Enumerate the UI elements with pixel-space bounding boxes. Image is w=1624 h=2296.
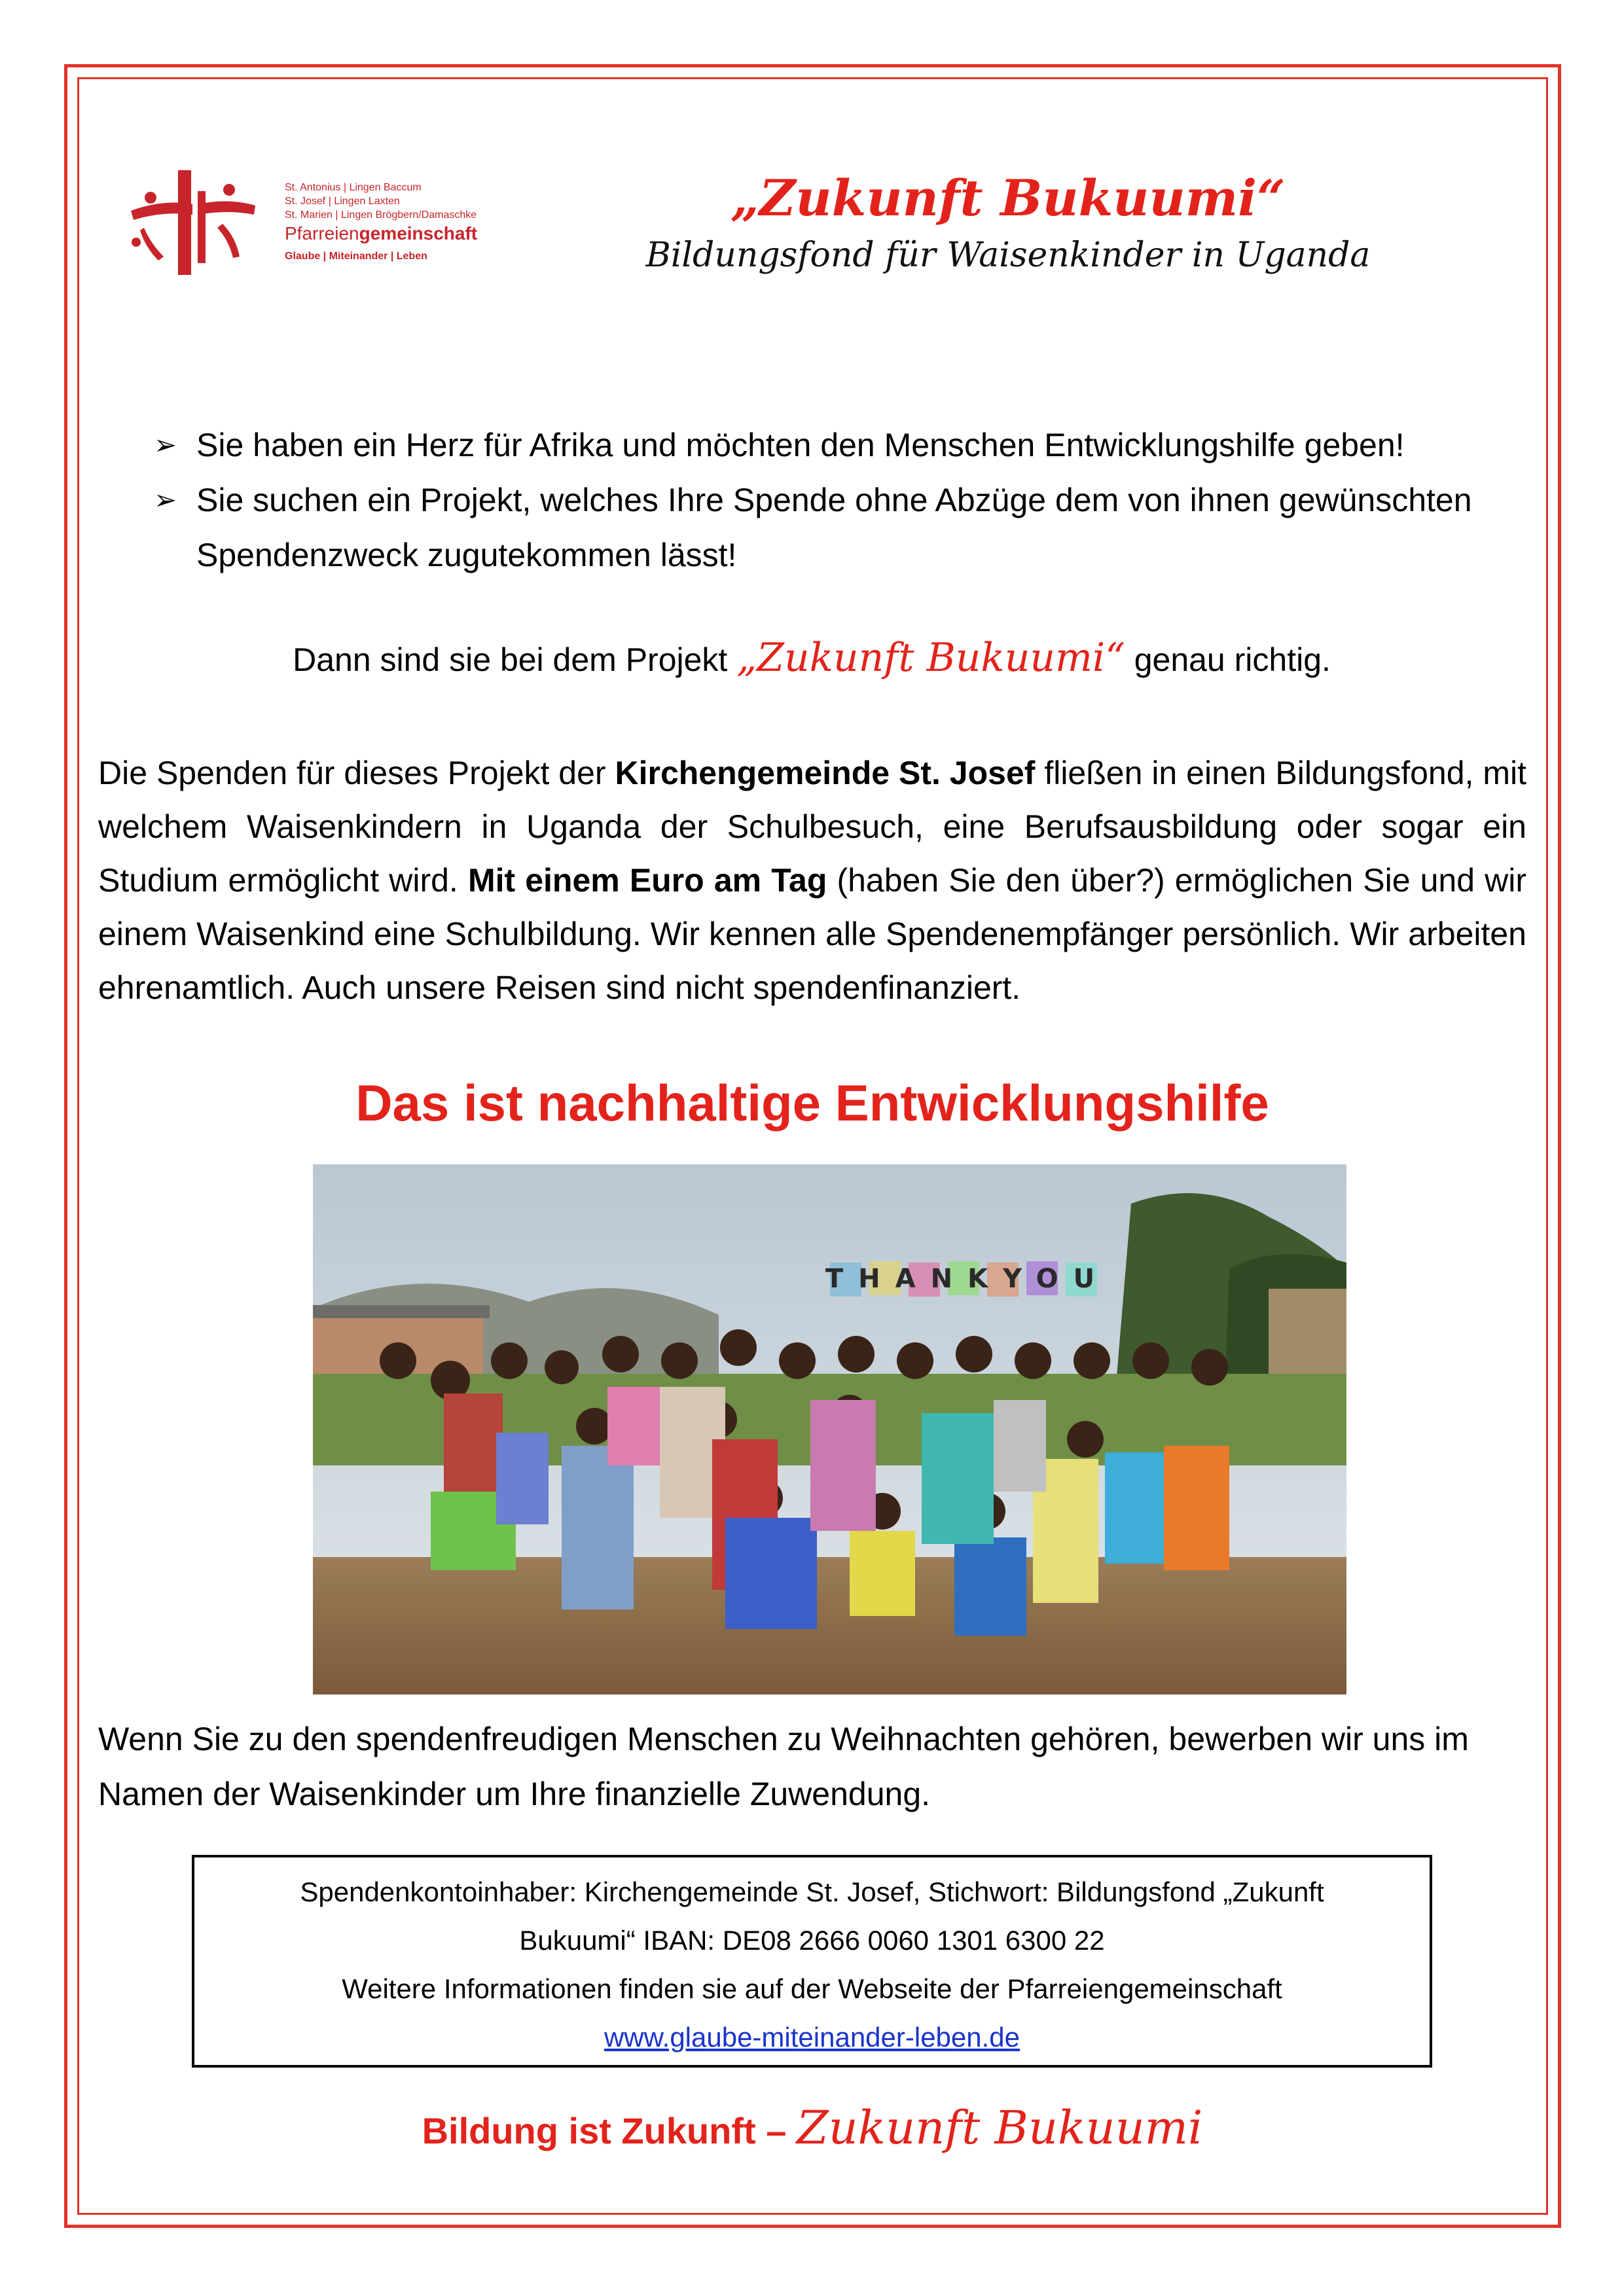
arrow-bullet-icon: ➢ [154, 484, 177, 515]
bullet-list [154, 418, 1528, 583]
footer-slogan [98, 2101, 1526, 2155]
closing-paragraph: Wenn Sie zu den spendenfreudigen Menschen zu Weihnachten gehören, bewerben wir uns im Namen der Waisenkinder um Ihre finanzielle Zuwendung. [98, 1721, 1469, 1812]
bullet-text: Sie suchen ein Projekt, welches Ihre Spende ohne Abzüge dem von ihnen gewünschten Spendenzweck zugutekommen lässt! [196, 482, 1472, 573]
cross-figures-icon [124, 165, 262, 283]
logo-name-prefix: Pfarreien [285, 223, 359, 243]
bullet-item [154, 473, 1528, 583]
arrow-bullet-icon: ➢ [154, 429, 177, 460]
intro-project-name: „Zukunft Bukuumi“ [736, 635, 1125, 681]
bank-line: Weitere Informationen finden sie auf der Webseite der Pfarreiengemeinschaft [342, 1973, 1282, 2004]
footer-text: Bildung ist Zukunft – [422, 2110, 797, 2151]
children-photo-illustration [313, 1164, 1346, 1695]
body-bold-euro: Mit einem Euro am Tag [467, 862, 827, 899]
logo-parish-line: St. Josef | Lingen Laxten [285, 196, 400, 207]
parish-logo [124, 165, 491, 283]
bullet-text: Sie haben ein Herz für Afrika und möchten den Menschen Entwicklungshilfe geben! [196, 427, 1405, 463]
footer-script: Zukunft Bukuumi [796, 2101, 1203, 2155]
body-text: fließen in einen Bildungsfond, mit welchem Waisenkindern in Uganda der Schulbesuch, eine Berufsausbildung oder sogar ein Studium ermöglicht wird. [98, 755, 1526, 899]
page-title: „Zukunft Bukuumi“ [731, 169, 1286, 227]
headline: Das ist nachhaltige Entwicklungshilfe [355, 1074, 1269, 1132]
logo-name [285, 223, 477, 244]
body-paragraph [98, 746, 1526, 1014]
children-photo [313, 1164, 1346, 1695]
body-bold-parish: Kirchengemeinde St. Josef [615, 755, 1036, 791]
thank-you-sign: THANKYOU [825, 1264, 1110, 1294]
intro-before: Dann sind sie bei dem Projekt [293, 641, 737, 678]
logo-slogan: Glaube | Miteinander | Leben [285, 251, 427, 262]
body-text: Die Spenden für dieses Projekt der [98, 755, 615, 791]
logo-parish-line: St. Antonius | Lingen Baccum [285, 182, 422, 193]
logo-text [285, 181, 477, 262]
bullet-item [154, 418, 1528, 473]
website-link[interactable]: www.glaube-miteinander-leben.de [604, 2022, 1020, 2053]
bank-line: Bukuumi“ IBAN: DE08 2666 0060 1301 6300 22 [519, 1925, 1105, 1956]
page-subtitle: Bildungsfond für Waisenkinder in Uganda [645, 236, 1371, 275]
logo-name-bold: gemeinschaft [359, 223, 478, 243]
intro-after: genau richtig. [1125, 641, 1331, 678]
bank-line: Spendenkontoinhaber: Kirchengemeinde St. Josef, Stichwort: Bildungsfond „Zukunft [300, 1876, 1324, 1907]
logo-parish-line: St. Marien | Lingen Brögbern/Damaschke [285, 209, 477, 221]
body-text: (haben Sie den über?) ermöglichen Sie und wir einem Waisenkind eine Schulbildung. Wir kennen alle Spendenempfänger persönlich. Wir arbeiten ehrenamtlich. Auch unsere Reisen sind nicht spendenfinanziert. [98, 862, 1526, 1006]
intro-line [98, 635, 1525, 681]
donation-info-box [192, 1855, 1432, 2068]
